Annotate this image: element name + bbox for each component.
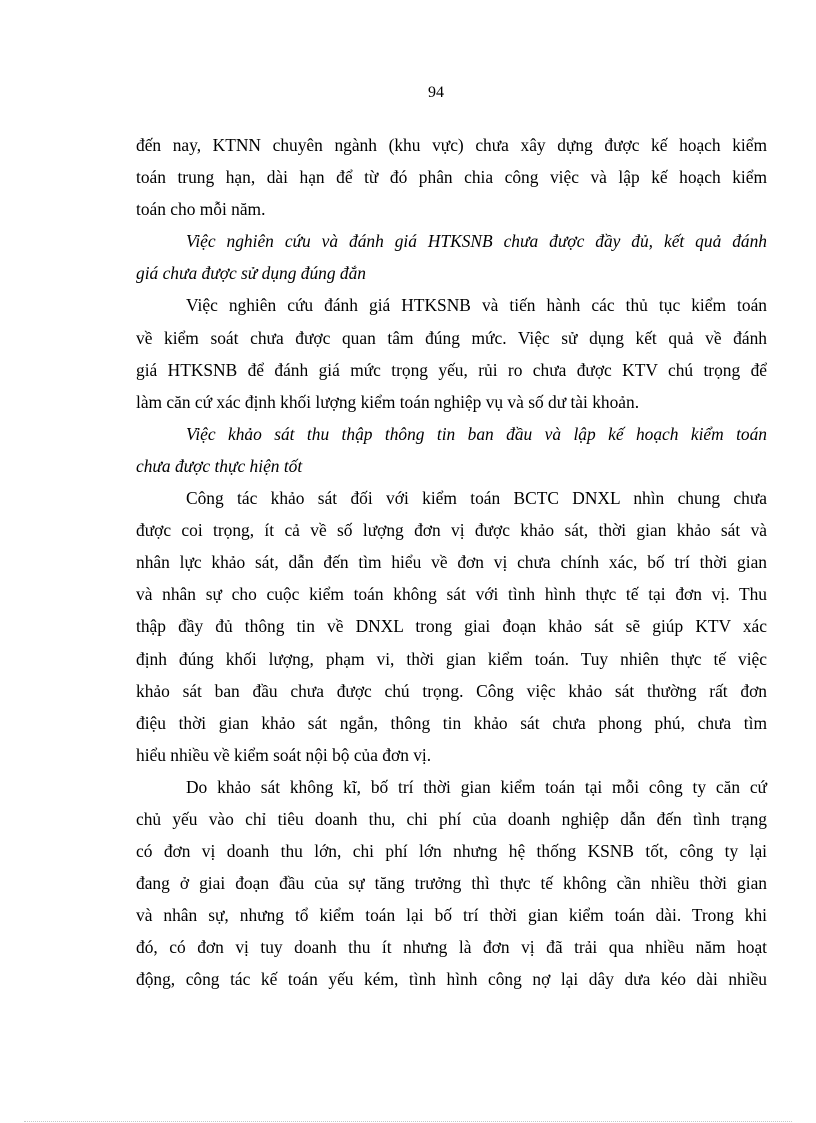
text-line: giá HTKSNB để đánh giá mức trọng yếu, rủi ro chưa được KTV chú trọng để [136,359,767,380]
text-line: và nhân sự, nhưng tổ kiểm toán lại bố trí thời gian kiểm toán dài. Trong khi [136,905,767,926]
paragraph [136,289,767,417]
paragraph [136,482,767,771]
text-line: giá chưa được sử dụng đúng đắn [136,263,366,284]
paragraph [136,129,767,225]
text-line: định đúng khối lượng, phạm vi, thời gian kiểm toán. Tuy nhiên thực tế việc [136,648,767,669]
text-line: Việc nghiên cứu và đánh giá HTKSNB chưa được đầy đủ, kết quả đánh [186,231,767,252]
section-heading [136,225,767,289]
text-line: Công tác khảo sát đối với kiểm toán BCTC DNXL nhìn chung chưa [186,488,767,509]
section-heading [136,418,767,482]
text-line: động, công tác kế toán yếu kém, tình hình công nợ lại dây dưa kéo dài nhiều [136,969,767,990]
text-line: đó, có đơn vị tuy doanh thu ít nhưng là đơn vị đã trải qua nhiều năm hoạt [136,937,767,958]
paragraph [136,771,767,996]
text-line: điệu thời gian khảo sát ngắn, thông tin khảo sát chưa phong phú, chưa tìm [136,712,767,733]
text-line: về kiểm soát chưa được quan tâm đúng mức. Việc sử dụng kết quả về đánh [136,327,767,348]
text-line: nhân lực khảo sát, dẫn đến tìm hiểu về đơn vị chưa chính xác, bố trí thời gian [136,552,767,573]
text-line: chưa được thực hiện tốt [136,455,303,476]
text-line: Do khảo sát không kĩ, bố trí thời gian kiểm toán tại mỗi công ty căn cứ [186,776,767,797]
text-line: hiểu nhiều về kiểm soát nội bộ của đơn vị. [136,744,432,765]
text-line: toán cho mỗi năm. [136,199,266,220]
text-line: làm căn cứ xác định khối lượng kiểm toán nghiệp vụ và số dư tài khoản. [136,391,640,412]
text-line: khảo sát ban đầu chưa được chú trọng. Công việc khảo sát thường rất đơn [136,680,767,701]
text-line: đến nay, KTNN chuyên ngành (khu vực) chưa xây dựng được kế hoạch kiểm [136,135,767,155]
text-line: Việc nghiên cứu đánh giá HTKSNB và tiến hành các thủ tục kiểm toán [186,295,767,316]
page-number: 94 [428,84,444,101]
text-line: thập đầy đủ thông tin về DNXL trong giai đoạn khảo sát sẽ giúp KTV xác [136,616,767,637]
text-line: chủ yếu vào chỉ tiêu doanh thu, chi phí của doanh nghiệp dẫn đến tình trạng [136,808,767,829]
text-line: được coi trọng, ít cả về số lượng đơn vị được khảo sát, thời gian khảo sát và [136,520,767,541]
text-line: và nhân sự cho cuộc kiểm toán không sát với tình hình thực tế tại đơn vị. Thu [136,584,767,605]
text-line: toán trung hạn, dài hạn để từ đó phân chia công việc và lập kế hoạch kiểm [136,167,767,188]
document-body [136,129,767,996]
text-line: có đơn vị doanh thu lớn, chi phí lớn nhưng hệ thống KSNB tốt, công ty lại [136,841,767,862]
text-line: đang ở giai đoạn đầu của sự tăng trưởng thì thực tế không cần nhiều thời gian [136,873,767,894]
page-bottom-divider [24,1121,792,1122]
text-line: Việc khảo sát thu thập thông tin ban đầu và lập kế hoạch kiểm toán [186,423,767,444]
